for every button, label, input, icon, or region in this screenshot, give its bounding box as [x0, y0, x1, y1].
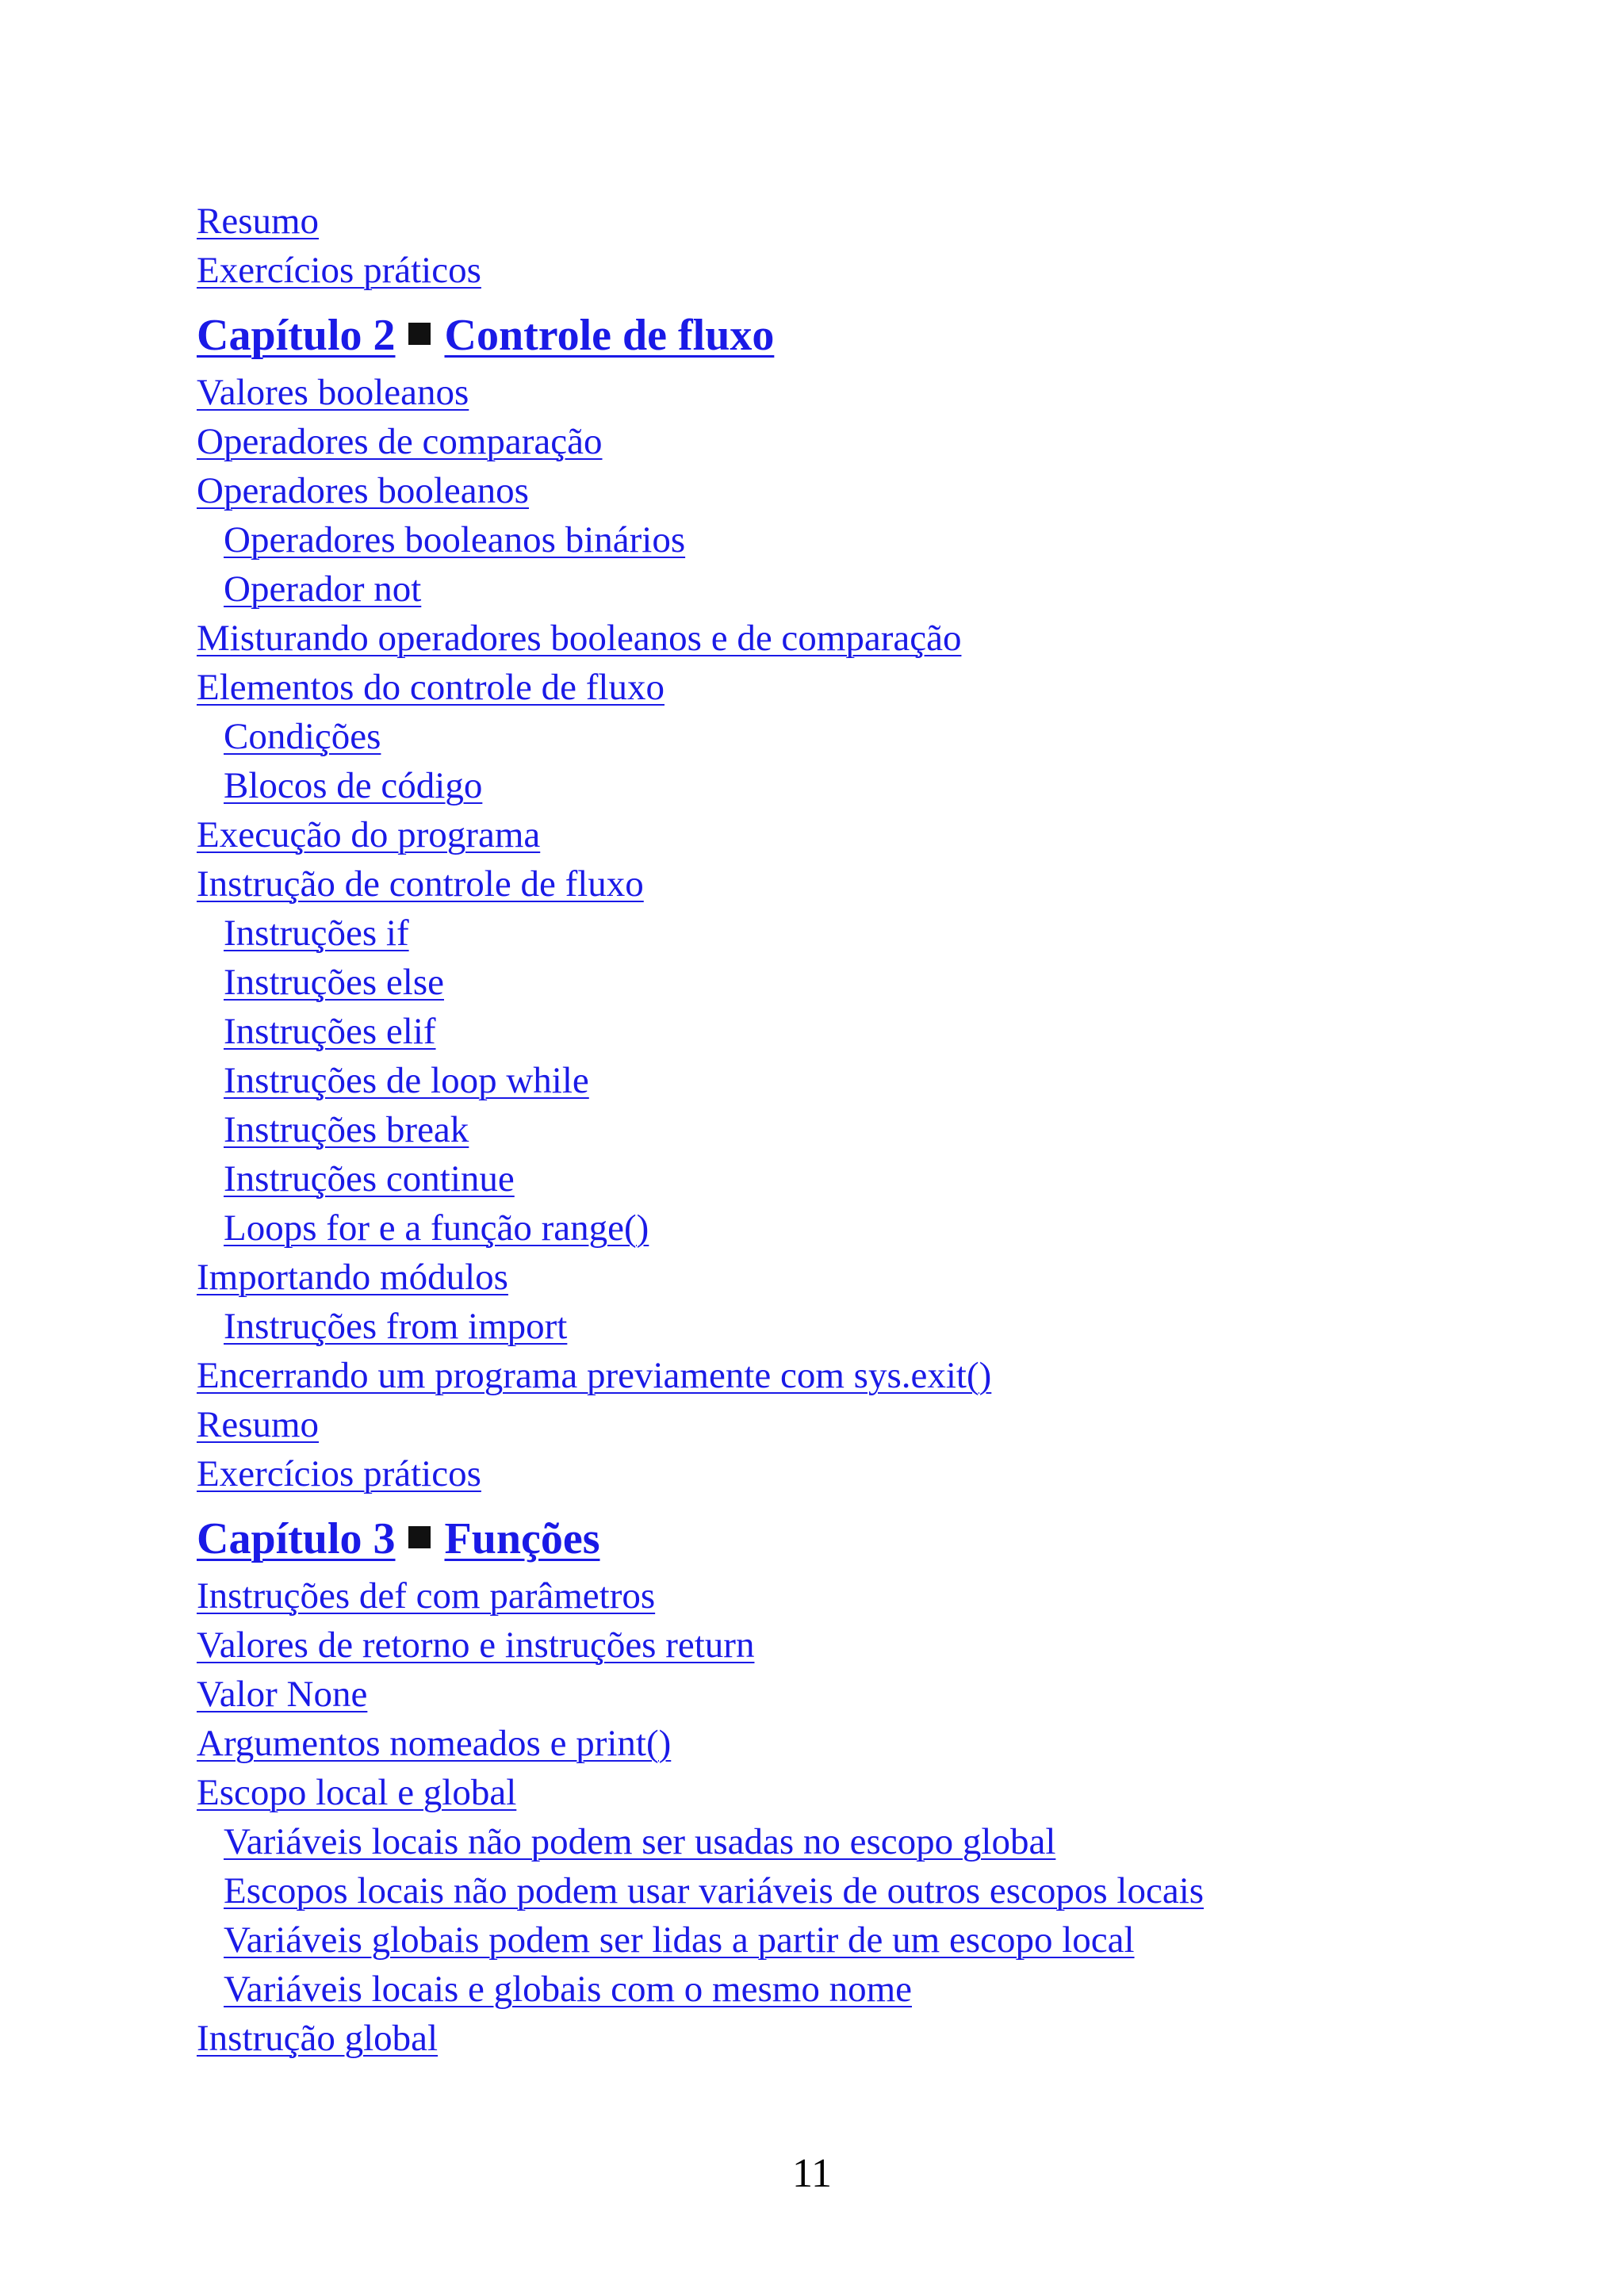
square-separator-icon [408, 1526, 431, 1548]
toc-entry[interactable]: Resumo [197, 1404, 320, 1445]
toc-subentry[interactable]: Blocos de código [224, 765, 483, 806]
toc-subentry[interactable]: Operador not [224, 568, 422, 610]
toc-entry[interactable]: Instrução de controle de fluxo [197, 863, 644, 905]
toc-subentry[interactable]: Instruções elif [224, 1011, 436, 1052]
toc-entry[interactable]: Exercícios práticos [197, 1453, 481, 1494]
chapter-2-title-link[interactable]: Controle de fluxo [444, 311, 775, 360]
toc-entry[interactable]: Valor None [197, 1674, 368, 1715]
toc-entry[interactable]: Encerrando um programa previamente com sys.exit() [197, 1355, 992, 1396]
toc-subentry[interactable]: Escopos locais não podem usar variáveis de outros escopos locais [224, 1870, 1205, 1911]
square-separator-icon [408, 323, 431, 345]
toc-subentry[interactable]: Condições [224, 716, 381, 757]
chapter-3-title-link[interactable]: Funções [444, 1514, 600, 1563]
toc-entry[interactable]: Execução do programa [197, 814, 541, 855]
toc-entry[interactable]: Escopo local e global [197, 1772, 517, 1813]
toc-subentry[interactable]: Instruções de loop while [224, 1060, 589, 1101]
toc-subentry[interactable]: Instruções from import [224, 1306, 568, 1347]
chapter-3-number-link[interactable]: Capítulo 3 [197, 1514, 396, 1563]
toc-entry[interactable]: Operadores de comparação [197, 421, 603, 462]
toc-entry[interactable]: Elementos do controle de fluxo [197, 667, 665, 708]
toc-subentry[interactable]: Variáveis locais e globais com o mesmo nome [224, 1969, 912, 2010]
toc-subentry[interactable]: Variáveis locais não podem ser usadas no escopo global [224, 1821, 1056, 1862]
toc-subentry[interactable]: Operadores booleanos binários [224, 519, 686, 561]
toc-entry-exercicios-ch1[interactable]: Exercícios práticos [197, 250, 481, 291]
toc-entry[interactable]: Argumentos nomeados e print() [197, 1723, 672, 1764]
toc-entry[interactable]: Misturando operadores booleanos e de comparação [197, 618, 962, 659]
chapter-2-number-link[interactable]: Capítulo 2 [197, 311, 396, 360]
toc-entry-resumo-ch1[interactable]: Resumo [197, 201, 320, 242]
toc-entry[interactable]: Importando módulos [197, 1257, 508, 1298]
toc-subentry[interactable]: Instruções break [224, 1109, 469, 1150]
toc-entry[interactable]: Operadores booleanos [197, 470, 529, 511]
toc-entry[interactable]: Valores de retorno e instruções return [197, 1624, 755, 1666]
page-number: 11 [791, 2151, 833, 2196]
toc-subentry[interactable]: Instruções if [224, 913, 409, 954]
toc-entry[interactable]: Instrução global [197, 2018, 439, 2059]
toc-entry[interactable]: Valores booleanos [197, 372, 469, 413]
toc-subentry[interactable]: Instruções continue [224, 1158, 515, 1200]
table-of-contents [197, 197, 1505, 2063]
chapter-3-heading [197, 1511, 1505, 1567]
toc-entry[interactable]: Instruções def com parâmetros [197, 1575, 656, 1617]
chapter-2-heading [197, 308, 1505, 363]
toc-subentry[interactable]: Instruções else [224, 962, 444, 1003]
toc-subentry[interactable]: Loops for e a função range() [224, 1207, 649, 1249]
toc-subentry[interactable]: Variáveis globais podem ser lidas a partir de um escopo local [224, 1919, 1135, 1961]
